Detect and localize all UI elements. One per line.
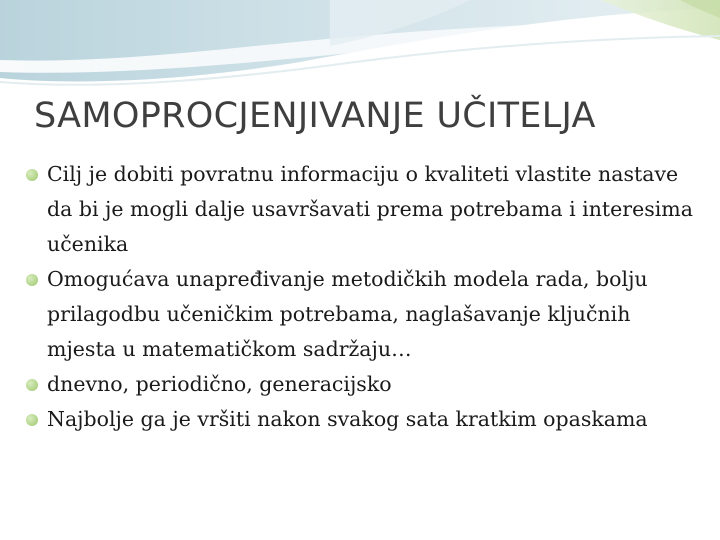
bullet-text: Najbolje ga je vršiti nakon svakog sata kratkim opaskama <box>47 407 648 431</box>
bullet-dot-icon <box>26 274 38 286</box>
bullet-item <box>26 262 702 367</box>
bullet-item <box>26 367 702 402</box>
bullet-dot-icon <box>26 379 38 391</box>
bullet-item <box>26 402 702 437</box>
slide-title: SAMOPROCJENJIVANJE UČITELJA <box>34 96 596 136</box>
bullet-dot-icon <box>26 414 38 426</box>
bullet-dot-icon <box>26 169 38 181</box>
bullet-text: dnevno, periodično, generacijsko <box>47 372 392 396</box>
bullet-text: Omogućava unapređivanje metodičkih modela rada, bolju prilagodbu učeničkim potrebama, naglašavanje ključnih mjesta u matematičkom sadržaju… <box>47 267 648 361</box>
bullet-text: Cilj je dobiti povratnu informaciju o kvaliteti vlastite nastave da bi je mogli dalje usavršavati prema potrebama i interesima učenika <box>47 162 693 256</box>
header-wave-decoration <box>0 0 720 90</box>
bullet-list <box>26 157 702 437</box>
bullet-item <box>26 157 702 262</box>
